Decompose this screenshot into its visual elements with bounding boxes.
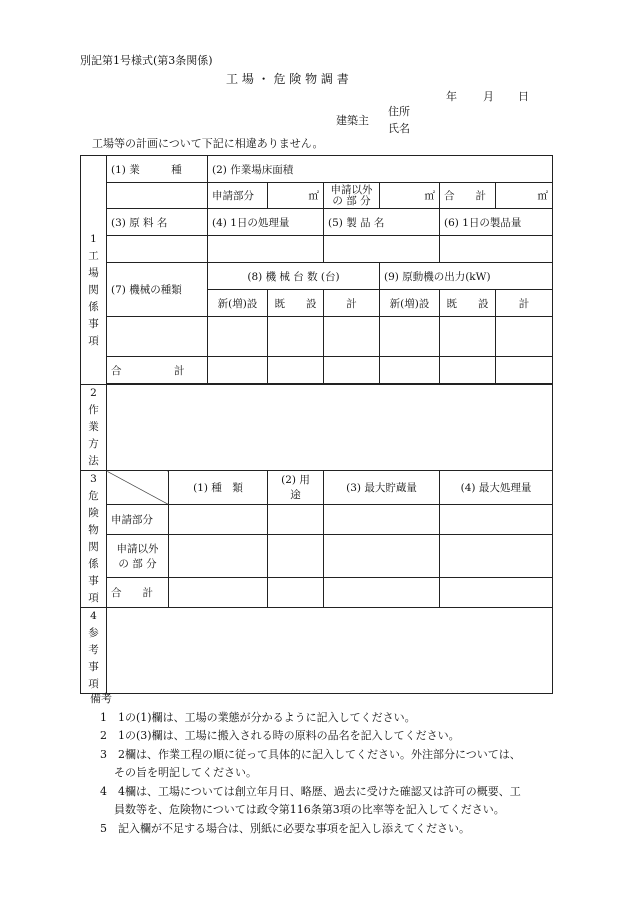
raw-material-input[interactable] <box>107 236 208 263</box>
applied-part-label: 申請部分 <box>208 183 268 209</box>
machine-count-header: (8) 機 械 台 数 (台) <box>208 263 380 290</box>
date-day-label: 日 <box>518 90 529 103</box>
s1-row-total <box>81 357 553 384</box>
section2-label: 2 作 業 方 法 <box>81 385 107 471</box>
note-item: 5 記入欄が不足する場合は、別紙に必要な事項を記入し添えてください。 <box>100 821 470 835</box>
product-name-header: (5) 製 品 名 <box>324 209 440 236</box>
s3-applied-kind[interactable] <box>169 504 268 534</box>
reference-notes-input[interactable] <box>107 608 553 694</box>
s3-row-applied <box>81 504 553 534</box>
work-method-input[interactable] <box>107 385 553 471</box>
s3-total-processing[interactable] <box>440 578 553 608</box>
s1-row-area <box>81 183 553 209</box>
daily-product-header: (6) 1日の製品量 <box>440 209 553 236</box>
other-part-area[interactable]: ㎡ <box>380 183 440 209</box>
machine-new-input[interactable] <box>208 317 268 357</box>
form-reference: 別記第1号様式(第3条関係) <box>80 54 213 67</box>
s1-row-headers1 <box>81 156 553 183</box>
s3-other-kind[interactable] <box>169 534 268 578</box>
other-part-label: 申請以外 の 部 分 <box>324 183 380 209</box>
note-item-continuation: その旨を明記してください。 <box>114 766 257 779</box>
business-type-header: (1) 業 種 <box>107 156 208 183</box>
machine-existing-total[interactable] <box>268 357 324 384</box>
motor-subtotal-header: 計 <box>496 290 553 317</box>
motor-new-total[interactable] <box>380 357 440 384</box>
date-year-label: 年 <box>446 90 457 103</box>
s3-other-storage[interactable] <box>324 534 440 578</box>
s3-applied-use[interactable] <box>268 504 324 534</box>
page-title: 工 場 ・ 危 険 物 調 書 <box>226 72 349 86</box>
motor-existing-header: 既 設 <box>440 290 496 317</box>
s1-row-materials <box>81 236 553 263</box>
s3-row-headers <box>81 471 553 505</box>
s3-applied-processing[interactable] <box>440 504 553 534</box>
machine-type-input[interactable] <box>107 317 208 357</box>
s1-row-machine-input <box>81 317 553 357</box>
machine-new-total[interactable] <box>208 357 268 384</box>
raw-material-header: (3) 原 料 名 <box>107 209 208 236</box>
machine-type-header: (7) 機械の種類 <box>107 263 208 317</box>
motor-output-header: (9) 原動機の出力(kW) <box>380 263 553 290</box>
section1-label: 1 工 場 関 係 事 項 <box>81 156 107 385</box>
s3-row-total <box>81 578 553 608</box>
motor-new-input[interactable] <box>380 317 440 357</box>
machine-new-header: 新(増)設 <box>208 290 268 317</box>
machine-subtotal-header: 計 <box>324 290 380 317</box>
applied-part-area[interactable]: ㎡ <box>268 183 324 209</box>
s3-applied-storage[interactable] <box>324 504 440 534</box>
s3-total-use[interactable] <box>268 578 324 608</box>
machine-subtotal-input[interactable] <box>324 317 380 357</box>
date-month-label: 月 <box>483 90 494 103</box>
s3-other-processing[interactable] <box>440 534 553 578</box>
notes-heading: 備考 <box>90 692 112 705</box>
note-item-continuation: 員数等を、危険物については政令第116条第3項の比率等を記入してください。 <box>114 803 505 816</box>
s1-row-headers2 <box>81 209 553 236</box>
product-name-input[interactable] <box>324 236 440 263</box>
motor-existing-input[interactable] <box>440 317 496 357</box>
address-label: 住所 <box>388 105 410 118</box>
daily-processing-header: (4) 1日の処理量 <box>208 209 324 236</box>
daily-processing-input[interactable] <box>208 236 324 263</box>
total-area-label: 合 計 <box>440 183 496 209</box>
max-storage-header: (3) 最大貯蔵量 <box>324 471 440 505</box>
s3-applied-label: 申請部分 <box>107 504 169 534</box>
machine-existing-header: 既 設 <box>268 290 324 317</box>
notes-section <box>90 690 560 838</box>
s3-total-label: 合 計 <box>107 578 169 608</box>
kind-header: (1) 種 類 <box>169 471 268 505</box>
machine-total-label: 合 計 <box>107 357 208 384</box>
note-item: 3 2欄は、作業工程の順に従って具体的に記入してください。外注部分については、 <box>100 747 521 761</box>
machine-existing-input[interactable] <box>268 317 324 357</box>
use-header: (2) 用 途 <box>268 471 324 505</box>
note-item: 4 4欄は、工場については創立年月日、略歴、過去に受けた確認又は許可の概要、工 <box>100 784 521 798</box>
s4-row <box>81 608 553 694</box>
max-processing-header: (4) 最大処理量 <box>440 471 553 505</box>
motor-existing-total[interactable] <box>440 357 496 384</box>
owner-label: 建築主 <box>336 114 369 127</box>
floor-area-header: (2) 作業場床面積 <box>208 156 553 183</box>
section3-label: 3 危 険 物 関 係 事 項 <box>81 471 107 608</box>
section4-label: 4 参 考 事 項 <box>81 608 107 694</box>
s3-total-kind[interactable] <box>169 578 268 608</box>
business-type-input[interactable] <box>107 183 208 209</box>
s3-other-use[interactable] <box>268 534 324 578</box>
motor-subtotal-input[interactable] <box>496 317 553 357</box>
s1-row-machine-headers <box>81 263 553 290</box>
diagonal-header-cell <box>107 471 169 505</box>
s3-row-other <box>81 534 553 578</box>
motor-new-header: 新(増)設 <box>380 290 440 317</box>
s2-row <box>81 385 553 471</box>
declaration-statement: 工場等の計画について下記に相違ありません。 <box>92 137 324 150</box>
survey-form-table <box>80 155 553 694</box>
s3-other-label: 申請以外 の 部 分 <box>107 534 169 578</box>
note-item: 2 1の(3)欄は、工場に搬入される時の原料の品名を記入してください。 <box>100 729 460 742</box>
daily-product-input[interactable] <box>440 236 553 263</box>
motor-subtotal-total[interactable] <box>496 357 553 384</box>
s3-total-storage[interactable] <box>324 578 440 608</box>
machine-subtotal-total[interactable] <box>324 357 380 384</box>
total-area[interactable]: ㎡ <box>496 183 553 209</box>
note-item: 1 1の(1)欄は、工場の業態が分かるように記入してください。 <box>100 710 416 724</box>
name-label: 氏名 <box>388 122 410 135</box>
